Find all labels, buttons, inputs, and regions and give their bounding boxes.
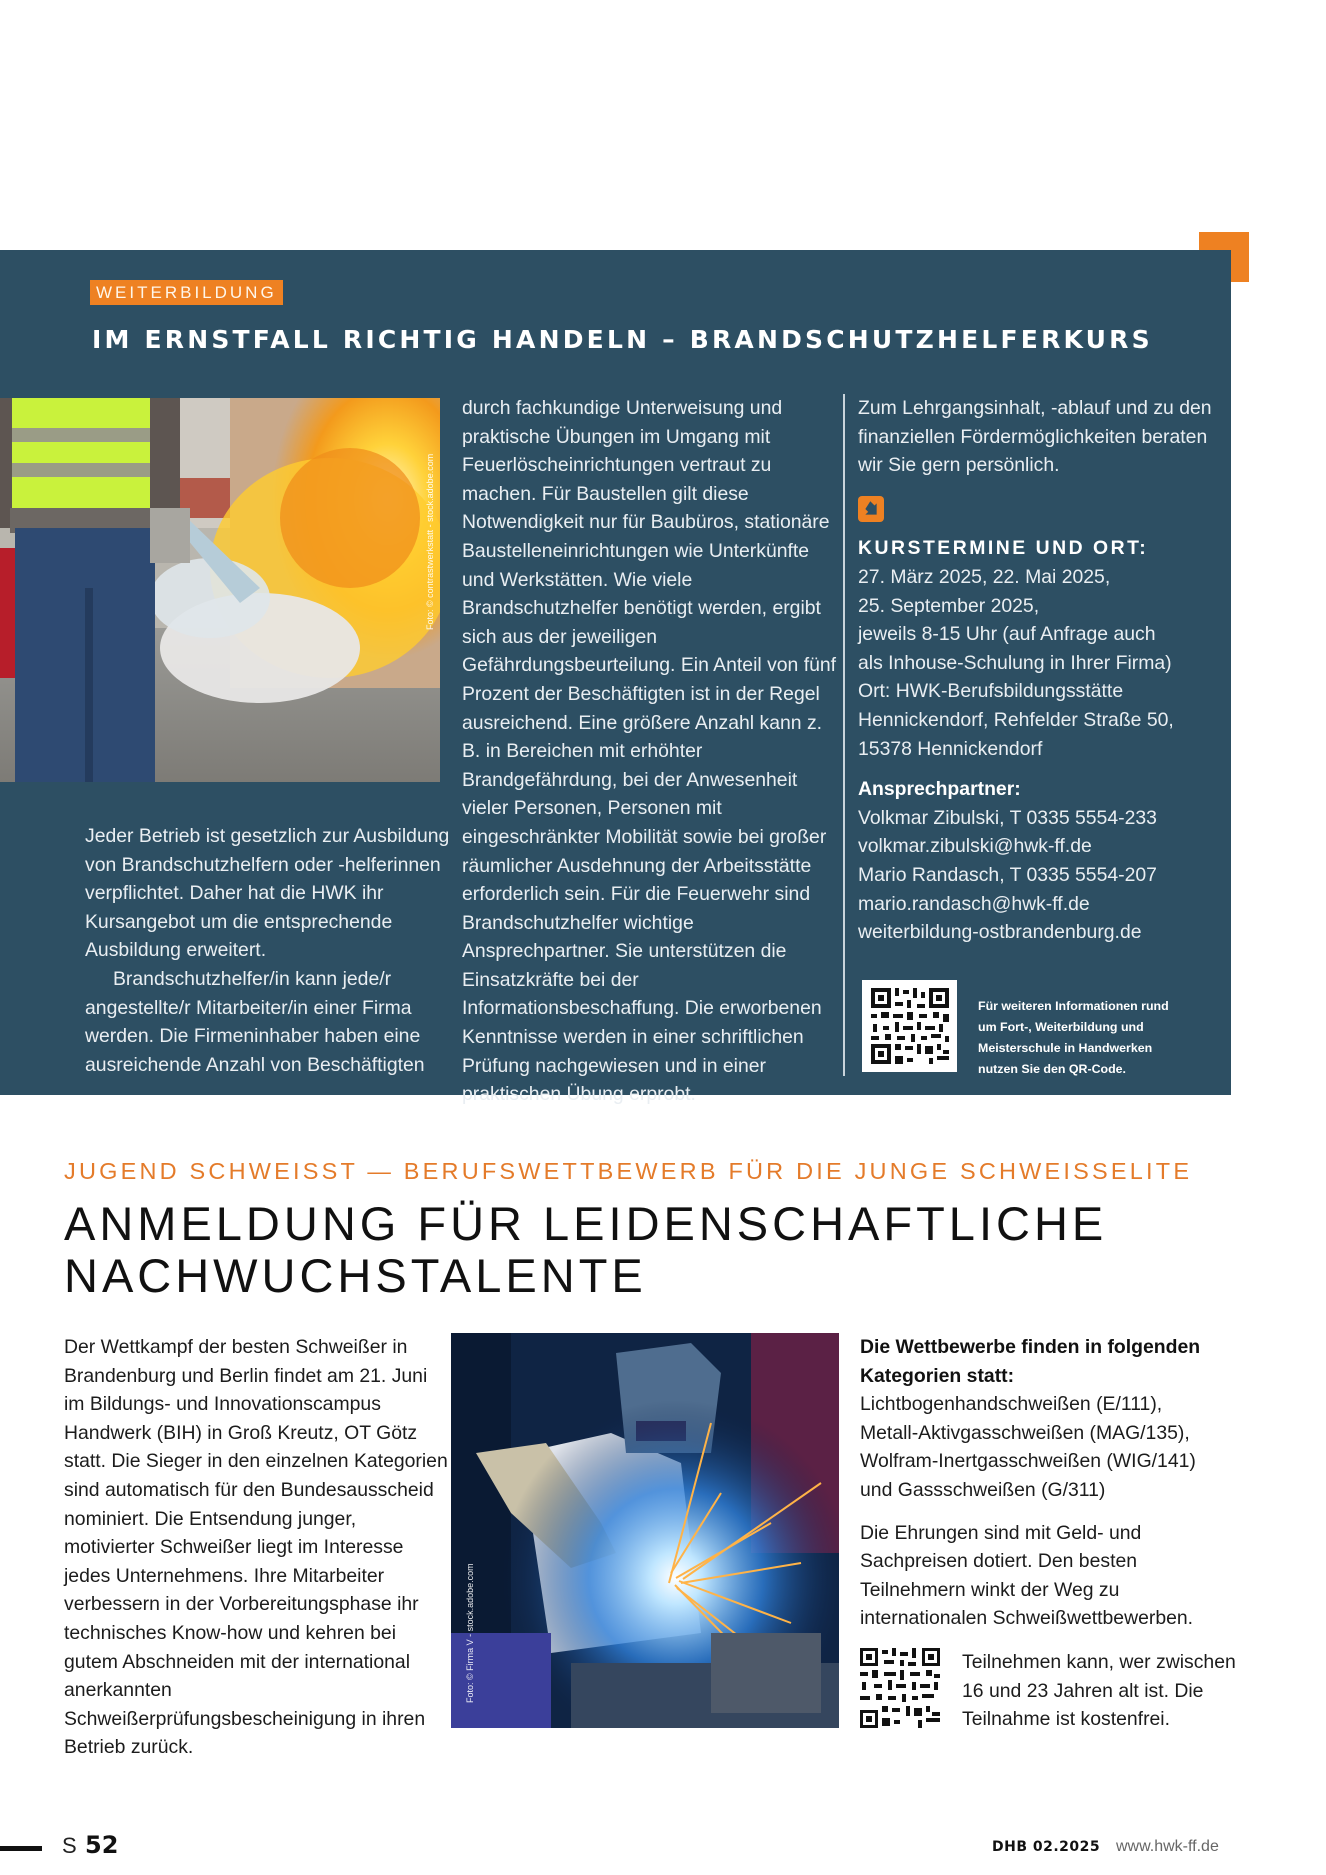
article1-column-2 (462, 394, 837, 1109)
paragraph: durch fachkundige Unterweisung und praktische Übungen im Umgang mit Feuerlöscheinrichtungen vertraut zu machen. Für Baustellen gilt diese Notwendigkeit nur für Baubüros, stationäre Baustelleneinrichtungen wie Unterkünfte und Werkstätten. Wie viele Brandschutzhelfer benötigt werden, ergibt sich aus der jeweiligen Gefährdungsbeurteilung. Ein Anteil von fünf Prozent der Beschäftigten ist in der Regel ausreichend. Eine größere Anzahl kann z. B. in Bereichen mit erhöhter Brandgefährdung, bei der Anwesenheit vieler Personen, Personen mit eingeschränkter Mobilität sowie bei großer räumlicher Ausdehnung der Arbeitsstätte erforderlich sein. Für die Feuerwehr sind Brandschutzhelfer wichtige Ansprechpartner. Sie unterstützen die Einsatzkräfte bei der Informationsbeschaffung. Die erworbenen Kenntnisse werden in einer schriftlichen Prüfung nachgewiesen und in einer praktischen Übung erprobt. (462, 397, 837, 1106)
page-prefix: S (62, 1833, 77, 1858)
qr-code-weiterbildung[interactable] (862, 980, 957, 1072)
location-line: 15378 Hennickendorf (858, 737, 1043, 760)
website-link[interactable]: www.hwk-ff.de (1116, 1838, 1219, 1855)
photo-credit: Foto: © contrastwerkstatt - stock.adobe.com (425, 453, 435, 630)
category-badge: WEITERBILDUNG (90, 280, 283, 305)
headline-line: ANMELDUNG FÜR LEIDENSCHAFTLICHE (64, 1197, 1108, 1250)
intro-text: Zum Lehrgangsinhalt, -ablauf und zu den finanziellen Fördermöglichkeiten beraten wir Sie gern persönlich. (858, 397, 1212, 477)
contact-email-link[interactable]: mario.randasch@hwk-ff.de (858, 892, 1090, 915)
arrow-down-right-icon (858, 496, 884, 522)
date-line: 27. März 2025, 22. Mai 2025, (858, 565, 1111, 588)
fire-extinguisher-photo (0, 398, 440, 782)
contact-email-link[interactable]: volkmar.zibulski@hwk-ff.de (858, 835, 1092, 858)
article2-kicker: JUGEND SCHWEISST — BERUFSWETTBEWERB FÜR DIE JUNGE SCHWEISSELITE (64, 1158, 1193, 1184)
categories-heading: Die Wettbewerbe finden in folgenden Kategorien statt: (860, 1336, 1201, 1387)
qr-note: Für weiteren Informationen rund um Fort-, Weiterbildung und Meisterschule in Handwerken nutzen Sie den QR-Code. (978, 999, 1169, 1076)
paragraph: Der Wettkampf der besten Schweißer in Brandenburg und Berlin findet am 21. Juni im Bildungs- und Innovationscampus Handwerk (BIH) in Groß Kreutz, OT Götz statt. Die Sieger in den einzelnen Kategorien sind automatisch für den Bundesausscheid nominiert. Die Entsendung junger, motivierter Schweißer liegt im Interesse jedes Unternehmens. Ihre Mitarbeiter verbessern in der Vorbereitungsphase ihr technisches Know-how und kehren bei gutem Abschneiden mit der international anerkannten Schweißerprüfungsbescheinigung in ihren Betrieb zurück. (64, 1336, 448, 1759)
issue-label: DHB 02.2025 (992, 1839, 1101, 1855)
contact-heading: Ansprechpartner: (858, 778, 1021, 801)
welder-photo-illustration (451, 1333, 839, 1728)
fire-photo-illustration (0, 398, 440, 782)
location-line: Ort: HWK-Berufsbildungsstätte (858, 680, 1124, 703)
article1-column-3 (858, 394, 1218, 947)
prizes-text: Die Ehrungen sind mit Geld- und Sachpreisen dotiert. Den besten Teilnehmern winkt der Weg zu internationalen Schweißwettbewerben. (860, 1521, 1194, 1630)
welder-photo (451, 1333, 839, 1728)
category-item: und Gassschweißen (G/311) (860, 1478, 1106, 1501)
headline-line: NACHWUCHSTALENTE (64, 1249, 647, 1302)
date-line: als Inhouse-Schulung in Ihrer Firma) (858, 651, 1172, 674)
contact-name-phone: Volkmar Zibulski, T 0335 5554-233 (858, 806, 1157, 829)
paragraph: Jeder Betrieb ist gesetzlich zur Ausbildung von Brandschutzhelfern oder -helferinnen verpflichtet. Daher hat die HWK ihr Kursangebot um die entsprechende Ausbildung erweitert. (85, 825, 450, 962)
date-line: 25. September 2025, (858, 594, 1040, 617)
article2-headline (64, 1198, 1107, 1302)
qr-code-jugend-schweisst[interactable] (860, 1648, 940, 1728)
category-item: Metall-Aktivgasschweißen (MAG/135), (860, 1421, 1190, 1444)
qr-code-icon (860, 1648, 940, 1728)
website-link[interactable]: weiterbildung-ostbrandenburg.de (858, 921, 1142, 944)
category-item: Lichtbogenhandschweißen (E/111), (860, 1393, 1163, 1416)
dates-heading: KURSTERMINE UND ORT: (858, 537, 1149, 560)
column-divider (843, 394, 845, 1076)
eligibility-paragraph: Teilnehmen kann, wer zwischen 16 und 23 Jahren alt ist. Die Teilnahme ist kostenfrei. (962, 1651, 1236, 1731)
photo-credit: Foto: © Firma V - stock.adobe.com (465, 1563, 475, 1703)
page-number: 52 (85, 1831, 119, 1859)
date-line: jeweils 8-15 Uhr (auf Anfrage auch (858, 623, 1156, 646)
article1-column-1 (85, 822, 455, 1079)
contact-name-phone: Mario Randasch, T 0335 5554-207 (858, 863, 1157, 886)
footer-rule (0, 1846, 42, 1851)
location-line: Hennickendorf, Rehfelder Straße 50, (858, 708, 1174, 731)
paragraph: Brandschutzhelfer/in kann jede/r angestellte/r Mitarbeiter/in einer Firma werden. Die Firmeninhaber haben eine ausreichende Anzahl von Beschäftigten (85, 967, 425, 1076)
article2-column-1 (64, 1333, 449, 1762)
article-title: IM ERNSTFALL RICHTIG HANDELN – BRANDSCHUTZHELFERKURS (92, 325, 1153, 354)
article2-column-3 (860, 1333, 1240, 1633)
eligibility-text (962, 1648, 1252, 1734)
qr-code-icon (862, 980, 957, 1072)
category-item: Wolfram-Inertgasschweißen (WIG/141) (860, 1450, 1196, 1473)
